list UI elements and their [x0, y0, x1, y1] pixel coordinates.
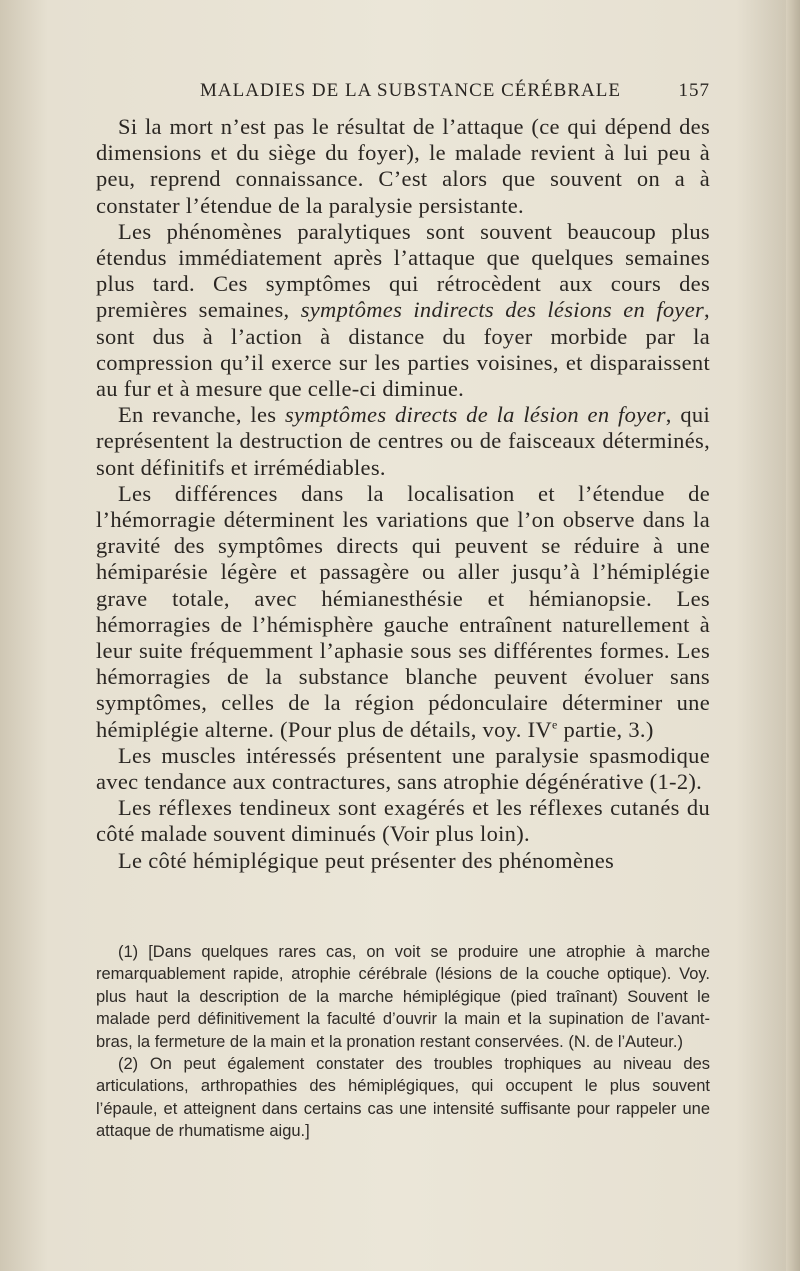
text-run: Les réflexes tendineux sont exagérés et les réflexes cutanés du côté malade souvent diminués (Voir plus loin).	[96, 795, 710, 847]
footnotes	[96, 941, 710, 1143]
body-paragraph	[96, 795, 710, 847]
text-run: , qui représentent la destruction de centres ou de faisceaux déterminés, sont définitifs et irrémédiables.	[96, 402, 710, 480]
text-run: Si la mort n’est pas le résultat de l’attaque (ce qui dépend des dimensions et du siège du foyer), le malade revient à lui peu à peu, reprend connaissance. C’est alors que souvent on a à constater l’étendue de la paralysie persistante.	[96, 114, 710, 218]
body-paragraph	[96, 481, 710, 743]
italic-phrase: symptômes indirects des lésions en foyer	[300, 297, 705, 323]
body-paragraph	[96, 848, 710, 874]
text-run: Les différences dans la localisation et l’étendue de l’hémorragie déterminent les variations que l’on observe dans la gravité des symptômes directs qui peuvent se réduire à une hémiparésie légère et passagère ou aller jusqu’à l’hémiplégie grave totale, avec hémianesthésie et hémianopsie. Les hémorragies de l’hémisphère gauche entraînent naturellement à leur suite fréquemment l’aphasie sous ses différentes formes. Les hémorragies de la substance blanche peuvent évoluer sans symptômes, celles de la région pédonculaire déterminer une hémiplégie alterne. (Pour plus de détails, voy. IV	[96, 480, 710, 742]
body-paragraph	[96, 402, 710, 481]
text-run: Les muscles intéressés présentent une paralysie spasmodique avec tendance aux contractures, sans atrophie dégénérative (1-2).	[96, 742, 710, 795]
running-header	[96, 80, 710, 108]
superscript: e	[551, 717, 558, 732]
text-run: En revanche, les	[118, 402, 285, 428]
body-text	[96, 114, 710, 874]
text-run: , sont dus à l’action à distance du foyer morbide par la compression qu’il exerce sur les parties voisines, et disparaissent au fur et à mesure que celle-ci diminue.	[96, 297, 710, 402]
body-paragraph	[96, 743, 710, 795]
footnote: (2) On peut également constater des troubles trophiques au niveau des articulations, arthropathies des hémiplégiques, qui occupent le plus souvent l’épaule, et atteignent dans certains cas une intensité suffisante pour rappeler une attaque de rhumatisme aigu.]	[96, 1055, 710, 1141]
text-run: partie, 3.)	[557, 716, 654, 742]
header-title: MALADIES DE LA SUBSTANCE CÉRÉBRALE	[200, 80, 621, 101]
body-paragraph	[96, 219, 710, 402]
body-paragraph	[96, 114, 710, 219]
text-run: Le côté hémiplégique peut présenter des phénomènes	[118, 847, 615, 873]
page-spine-edge	[786, 0, 800, 1271]
footnote: (1) [Dans quelques rares cas, on voit se produire une atrophie à marche remarquablement rapide, atrophie cérébrale (lésions de la couche optique). Voy. plus haut la description de la marche hémiplégique (pied traînant) Souvent le malade perd définitivement la faculté d’ouvrir la main et la supination de l’avant-bras, la fermeture de la main et la pronation restant conservées. (N. de l’Auteur.)	[96, 943, 710, 1051]
italic-phrase: symptômes directs de la lésion en foyer	[284, 402, 666, 428]
page-number: 157	[678, 80, 710, 101]
text-run: Les phénomènes paralytiques sont souvent beaucoup plus étendus immédiatement après l’attaque que quelques semaines plus tard. Ces symptômes qui rétrocèdent aux cours des premières semaines,	[96, 218, 710, 323]
